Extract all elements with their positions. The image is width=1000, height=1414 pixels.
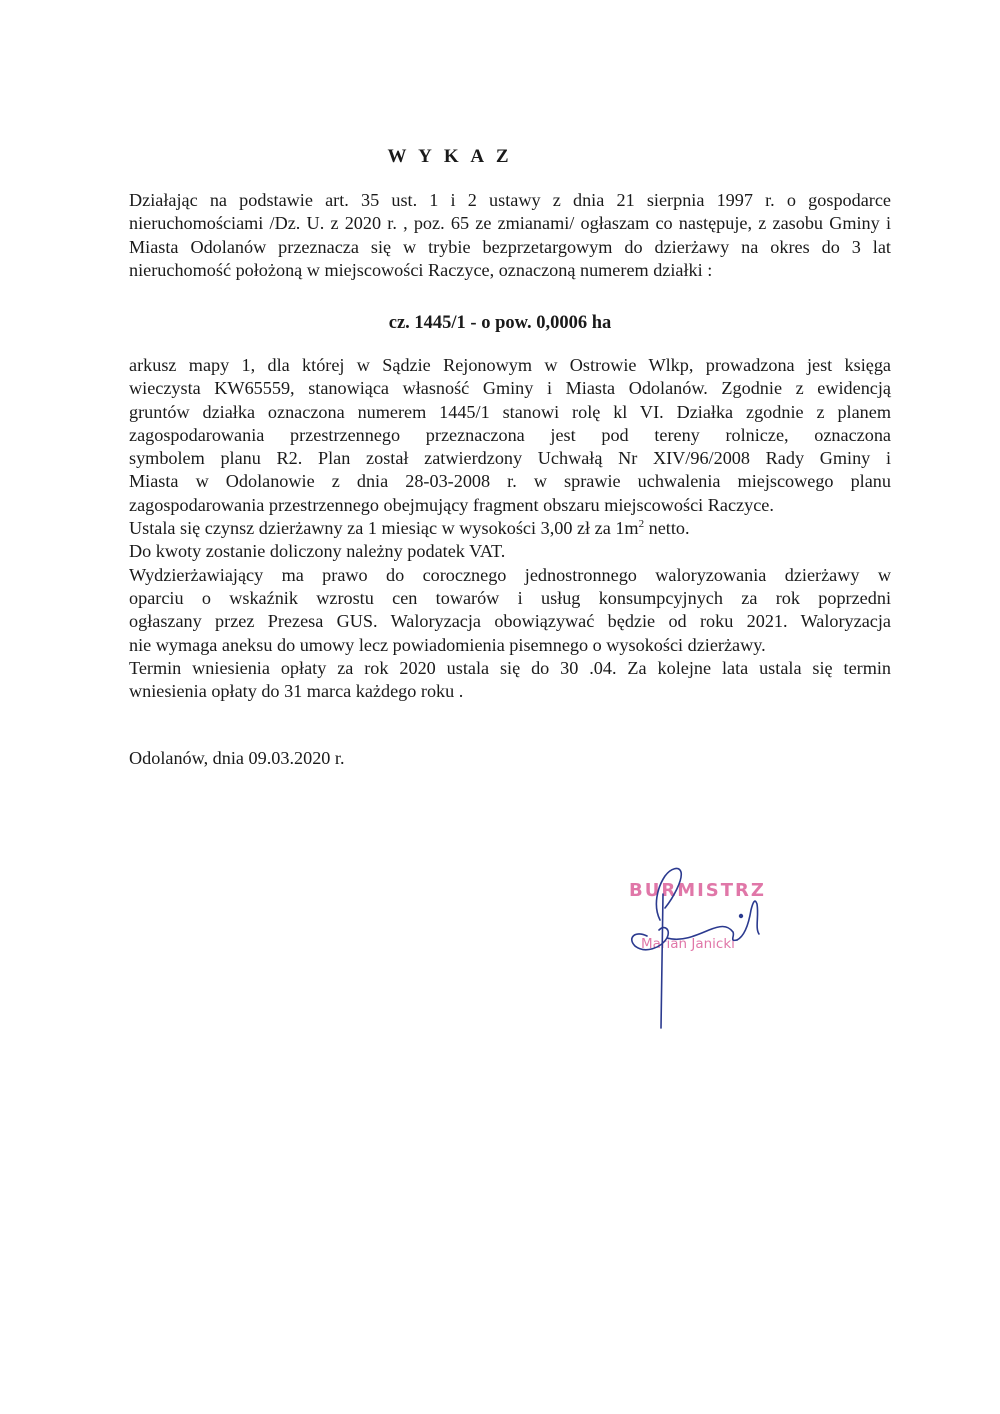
valorization-line: nie wymaga aneksu do umowy lecz powiadomienia pisemnego o wysokości dzierżawy. (129, 634, 766, 655)
stamp-title: BURMISTRZ (629, 880, 766, 901)
payment-line: wniesienia opłaty do 31 marca każdego roku . (129, 681, 464, 702)
details-line: arkusz mapy 1, dla której w Sądzie Rejonowym w Ostrowie Wlkp, prowadzona jest księga (129, 355, 891, 375)
document-title: W Y K A Z (387, 146, 513, 167)
valorization-line: oparciu o wskaźnik wzrostu cen towarów i usług konsumpcyjnych za rok poprzedni (129, 587, 891, 608)
intro-paragraph: Działając na podstawie art. 35 ust. 1 i 2 ustawy z dnia 21 sierpnia 1997 r. o gospodarce nieruchomościami /Dz. U. z 2020 r. , poz. 65 ze zmianami/ ogłaszam co następuje, z zasobu Gminy i Miasta Odolanów przeznacza się w trybie bezprzetargowym do dzierżawy na okres do 3 lat nieruchomość położoną w miejscowości Raczyce, oznaczoną numerem działki : (129, 190, 891, 280)
signature-dot (740, 915, 743, 918)
valorization-line: Wydzierżawiający ma prawo do corocznego jednostronnego waloryzowania dzierżawy w (129, 564, 891, 585)
details-line: zagospodarowania przestrzennego obejmujący fragment obszaru miejscowości Raczyce. (129, 494, 774, 515)
rent-line (129, 517, 891, 540)
details-line: wieczysta KW65559, stanowiąca własność Gminy i Miasta Odolanów. Zgodnie z ewidencją (129, 378, 891, 399)
rent-text: Ustala się czynsz dzierżawny za 1 miesiąc w wysokości 3,00 zł za 1m (129, 518, 639, 539)
stamp-name: Marian Janicki (641, 936, 735, 952)
place-and-date: Odolanów, dnia 09.03.2020 r. (129, 748, 345, 768)
details-paragraph (129, 354, 891, 703)
vat-line: Do kwoty zostanie doliczony należny podatek VAT. (129, 541, 506, 562)
details-line: symbolem planu R2. Plan został zatwierdzony Uchwałą Nr XIV/96/2008 Rady Gminy i (129, 448, 891, 469)
details-line: Miasta w Odolanowie z dnia 28-03-2008 r. w sprawie uchwalenia miejscowego planu (129, 471, 891, 492)
parcel-designation: cz. 1445/1 - o pow. 0,0006 ha (388, 313, 612, 333)
rent-superscript: 2 (638, 518, 645, 531)
details-line: zagospodarowania przestrzennego przeznaczona jest pod tereny rolnicze, oznaczona (129, 424, 891, 445)
mayor-stamp-signature (605, 858, 785, 1038)
details-line: gruntów działka oznaczona numerem 1445/1 stanowi rolę kl VI. Działka zgodnie z planem (129, 401, 891, 422)
valorization-line: ogłaszany przez Prezesa GUS. Waloryzacja obowiązywać będzie od roku 2021. Waloryzacja (129, 611, 891, 632)
payment-line: Termin wniesienia opłaty za rok 2020 ustala się do 30 .04. Za kolejne lata ustala się termin (129, 657, 891, 678)
rent-text-end: netto. (644, 518, 690, 539)
signature-stroke (661, 894, 663, 1028)
signature-stroke (737, 901, 759, 940)
